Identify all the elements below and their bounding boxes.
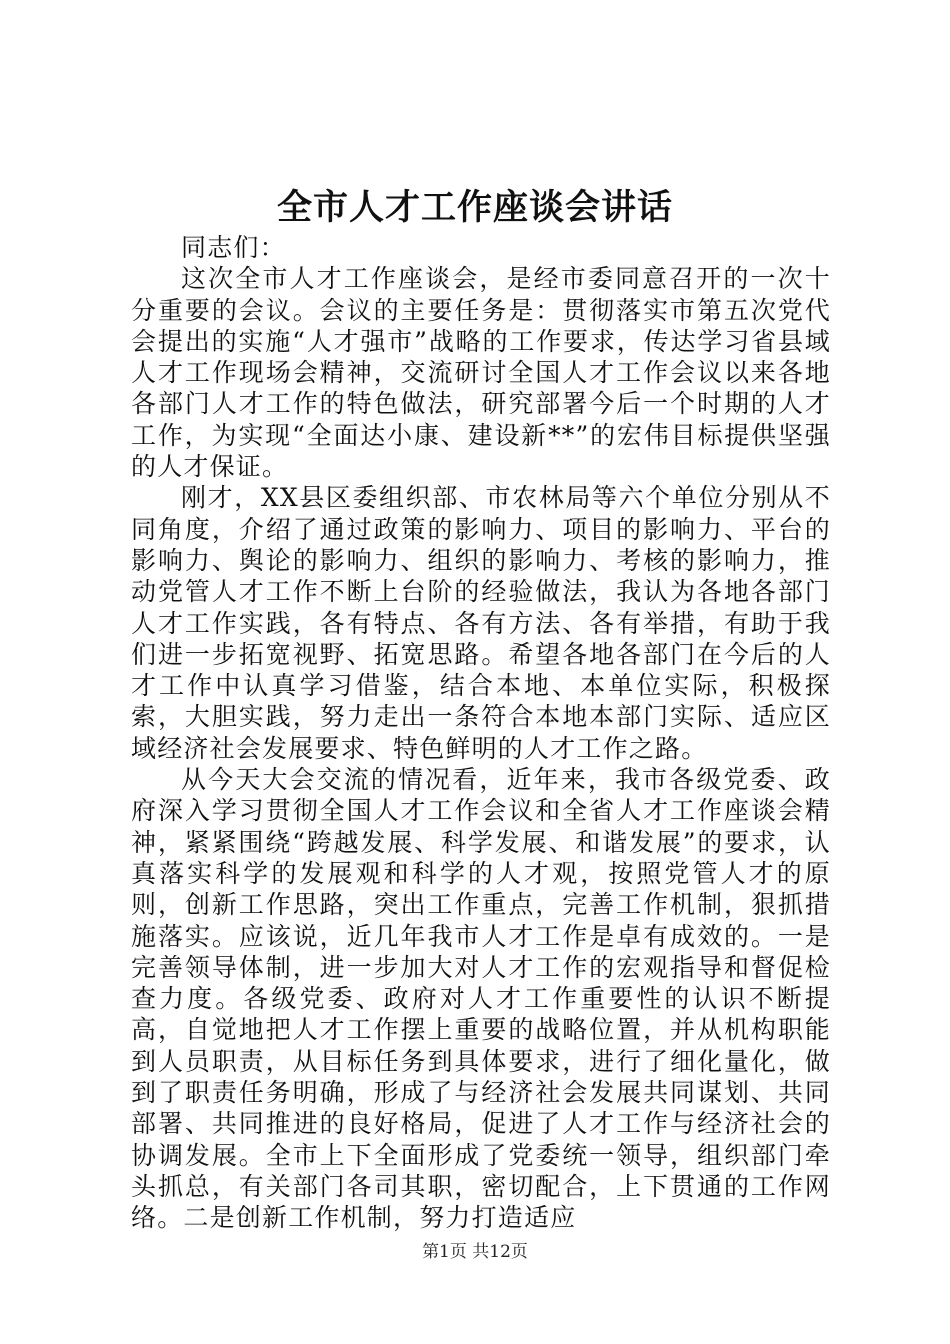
page-footer: 第1页 共12页 [422, 1242, 528, 1262]
document-title: 全市人才工作座谈会讲话 [276, 187, 673, 228]
paragraph-1: 这次全市人才工作座谈会，是经市委同意召开的一次十分重要的会议。会议的主要任务是：贯彻落实市第五次党代会提出的实施“人才强市”战略的工作要求，传达学习省县域人才工作现场会精神，交流研讨全国人才工作会议以来各地各部门人才工作的特色做法，研究部署今后一个时期的人才工作，为实现“全面达小康、建设新**”的宏伟目标提供坚强的人才保证。 [131, 264, 831, 482]
paragraph-2: 刚才，XX县区委组织部、市农林局等六个单位分别从不同角度，介绍了通过政策的影响力、项目的影响力、平台的影响力、舆论的影响力、组织的影响力、考核的影响力，推动党管人才工作不断上台阶的经验做法，我认为各地各部门人才工作实践，各有特点、各有方法、各有举措，有助于我们进一步拓宽视野、拓宽思路。希望各地各部门在今后的人才工作中认真学习借鉴，结合本地、本单位实际，积极探索，大胆实践，努力走出一条符合本地本部门实际、适应区域经济社会发展要求、特色鲜明的人才工作之路。 [131, 483, 831, 763]
document-body [131, 232, 831, 1234]
paragraph-3: 从今天大会交流的情况看，近年来，我市各级党委、政府深入学习贯彻全国人才工作会议和全省人才工作座谈会精神，紧紧围绕“跨越发展、科学发展、和谐发展”的要求，认真落实科学的发展观和科学的人才观，按照党管人才的原则，创新工作思路，突出工作重点，完善工作机制，狠抓措施落实。应该说，近几年我市人才工作是卓有成效的。一是完善领导体制，进一步加大对人才工作的宏观指导和督促检查力度。各级党委、政府对人才工作重要性的认识不断提高，自觉地把人才工作摆上重要的战略位置，并从机构职能到人员职责，从目标任务到具体要求，进行了细化量化，做到了职责任务明确，形成了与经济社会发展共同谋划、共同部署、共同推进的良好格局，促进了人才工作与经济社会的协调发展。全市上下全面形成了党委统一领导，组织部门牵头抓总，有关部门各司其职，密切配合，上下贯通的工作网络。二是创新工作机制，努力打造适应 [131, 765, 831, 1233]
salutation: 同志们： [181, 233, 286, 262]
